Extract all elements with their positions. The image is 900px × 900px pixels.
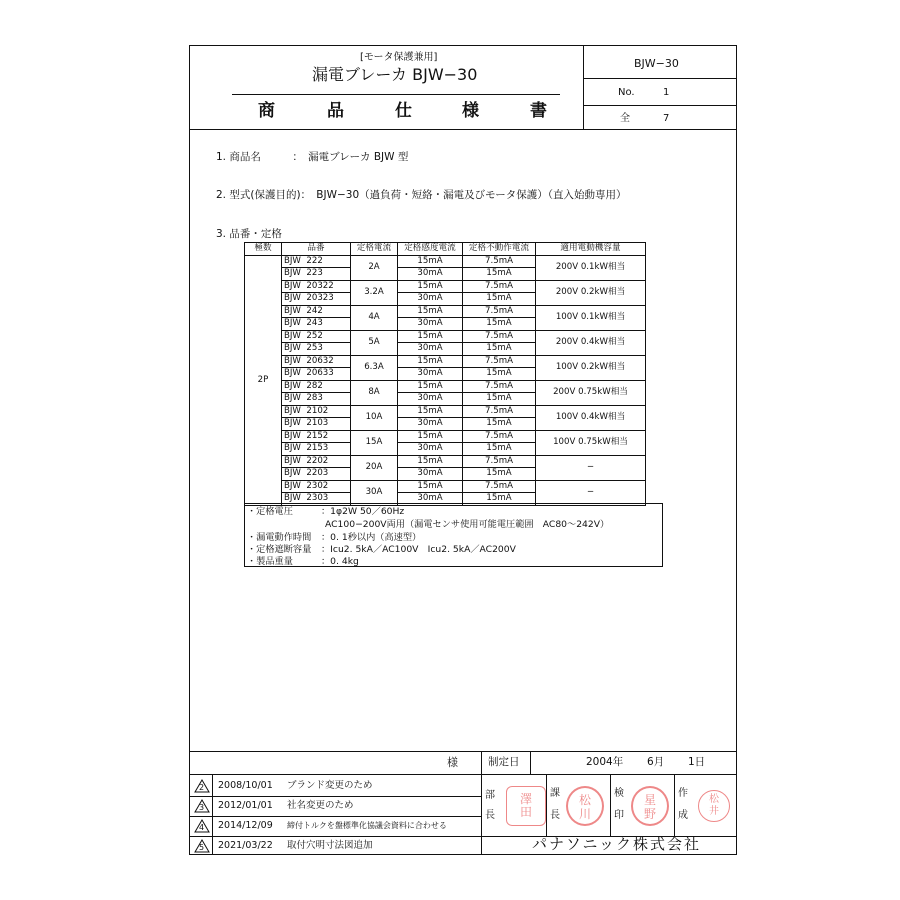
sensitivity-cell: 15mA <box>398 355 463 368</box>
approval-kenin-label-1: 検 <box>614 788 624 799</box>
non-operating-cell: 7.5mA <box>463 405 536 418</box>
footer-line-2 <box>189 774 737 775</box>
approval-bucho-label-1: 部 <box>485 790 495 801</box>
seal-stamp-sawada <box>506 786 546 826</box>
model-cell: BJW 282 <box>282 380 351 393</box>
section-3-ratings: 3. 品番・定格 <box>216 228 282 240</box>
rated-current-cell: 6.3A <box>351 355 398 380</box>
doc-code: BJW−30 <box>634 57 679 70</box>
sensitivity-cell: 15mA <box>398 430 463 443</box>
model-cell: BJW 2102 <box>282 405 351 418</box>
approval-bucho-label-2: 長 <box>485 810 495 821</box>
revision-number: 2 <box>199 783 205 792</box>
sensitivity-cell: 30mA <box>398 468 463 481</box>
seal-stamp-text: 星 <box>643 793 656 807</box>
sensitivity-cell: 15mA <box>398 330 463 343</box>
seal-stamp-matsui <box>698 790 730 822</box>
model-cell: BJW 20633 <box>282 368 351 381</box>
sensitivity-cell: 30mA <box>398 268 463 281</box>
table-row <box>245 355 646 368</box>
sensitivity-cell: 15mA <box>398 280 463 293</box>
table-row <box>245 405 646 418</box>
revision-text: ブランド変更のため <box>287 780 373 791</box>
non-operating-cell: 15mA <box>463 468 536 481</box>
model-cell: BJW 20632 <box>282 355 351 368</box>
made-date-month: 6月 <box>647 756 665 768</box>
sensitivity-cell: 30mA <box>398 293 463 306</box>
revision-text: 締付トルクを盤標準化協議会資料に合わせる <box>287 821 447 830</box>
revision-date: 2012/01/01 <box>218 800 273 811</box>
motor-capacity-cell: 200V 0.4kW相当 <box>536 330 646 355</box>
model-cell: BJW 2152 <box>282 430 351 443</box>
non-operating-cell: 7.5mA <box>463 380 536 393</box>
motor-capacity-cell: − <box>536 480 646 505</box>
table-header-row <box>245 243 646 256</box>
rated-current-cell: 5A <box>351 330 398 355</box>
sensitivity-cell: 15mA <box>398 255 463 268</box>
non-operating-cell: 15mA <box>463 368 536 381</box>
sensitivity-cell: 15mA <box>398 405 463 418</box>
made-date-day: 1日 <box>688 756 706 768</box>
seal-stamp-text: 澤 <box>519 792 532 806</box>
motor-capacity-cell: 200V 0.2kW相当 <box>536 280 646 305</box>
revision-number: 5 <box>199 843 205 852</box>
motor-capacity-cell: 200V 0.1kW相当 <box>536 255 646 280</box>
footer-top-line <box>189 751 737 752</box>
non-operating-cell: 7.5mA <box>463 455 536 468</box>
motor-capacity-cell: − <box>536 455 646 480</box>
header-model: 品番 <box>282 243 351 256</box>
sensitivity-cell: 15mA <box>398 455 463 468</box>
rated-current-cell: 8A <box>351 380 398 405</box>
non-operating-cell: 7.5mA <box>463 330 536 343</box>
rated-current-cell: 20A <box>351 455 398 480</box>
ratings-table <box>244 242 646 506</box>
note-time-value: ：0. 1秒以内（高速型） <box>321 532 422 543</box>
non-operating-cell: 7.5mA <box>463 355 536 368</box>
model-cell: BJW 283 <box>282 393 351 406</box>
seal-stamp-text: 川 <box>578 807 591 821</box>
header-right-line-2 <box>583 105 737 106</box>
revision-date: 2008/10/01 <box>218 780 273 791</box>
header-right-line-1 <box>583 78 737 79</box>
model-cell: BJW 222 <box>282 255 351 268</box>
made-date-label: 制定日 <box>488 756 520 768</box>
table-row <box>245 280 646 293</box>
table-row <box>245 480 646 493</box>
sensitivity-cell: 30mA <box>398 443 463 456</box>
rated-current-cell: 4A <box>351 305 398 330</box>
seal-stamp-matsukawa <box>566 786 604 826</box>
section-2-model: 2. 型式(保護目的)： BJW−30（過負荷・短絡・漏電及びモータ保護）（直入始動専用） <box>216 189 627 201</box>
sama-label: 様 <box>447 756 458 769</box>
revision-date: 2021/03/22 <box>218 840 273 851</box>
table-row <box>245 330 646 343</box>
model-cell: BJW 243 <box>282 318 351 331</box>
footer-date-divider <box>530 751 531 774</box>
non-operating-cell: 15mA <box>463 293 536 306</box>
header-poles: 極数 <box>245 243 282 256</box>
sensitivity-cell: 30mA <box>398 493 463 506</box>
non-operating-cell: 15mA <box>463 268 536 281</box>
header-motor-capacity: 適用電動機容量 <box>536 243 646 256</box>
model-cell: BJW 242 <box>282 305 351 318</box>
note-weight-label: ・製品重量 <box>247 556 293 567</box>
made-date-year: 2004年 <box>586 756 624 768</box>
model-cell: BJW 2302 <box>282 480 351 493</box>
header-bottom-line <box>189 129 737 130</box>
seal-stamp-text: 野 <box>643 807 656 821</box>
footer-approval-divider-2 <box>610 774 611 836</box>
non-operating-cell: 7.5mA <box>463 480 536 493</box>
seal-stamp-text: 田 <box>519 805 532 819</box>
note-voltage-value: ：1φ2W 50／60Hz <box>321 506 405 517</box>
non-operating-cell: 15mA <box>463 493 536 506</box>
note-voltage-label: ・定格電圧 <box>247 506 293 517</box>
footer-rev-line-2 <box>189 816 481 817</box>
seal-stamp-text: 松 <box>578 793 591 807</box>
revision-number: 3 <box>199 803 205 812</box>
page-total-label: 全 <box>620 113 630 124</box>
seal-stamp-text: 井 <box>709 806 719 817</box>
note-weight-value: ：0. 4kg <box>321 556 359 567</box>
page-no-label: No. <box>618 87 635 98</box>
sensitivity-cell: 15mA <box>398 380 463 393</box>
header-non-operating: 定格不動作電流 <box>463 243 536 256</box>
doc-title-char-5: 書 <box>530 101 547 121</box>
non-operating-cell: 7.5mA <box>463 280 536 293</box>
doc-title-char-1: 商 <box>258 101 275 121</box>
doc-title-char-2: 品 <box>327 101 344 121</box>
product-title: 漏電ブレーカ BJW−30 <box>312 65 478 84</box>
revision-date: 2014/12/09 <box>218 820 273 831</box>
note-voltage-range: AC100−200V両用（漏電センサ使用可能電圧範囲 AC80〜242V） <box>325 519 610 530</box>
model-cell: BJW 253 <box>282 343 351 356</box>
table-row <box>245 305 646 318</box>
sensitivity-cell: 30mA <box>398 368 463 381</box>
poles-cell: 2P <box>245 255 282 505</box>
non-operating-cell: 7.5mA <box>463 255 536 268</box>
motor-capacity-cell: 200V 0.75kW相当 <box>536 380 646 405</box>
model-cell: BJW 252 <box>282 330 351 343</box>
seal-stamp-hoshino <box>631 786 669 826</box>
table-row <box>245 380 646 393</box>
title-underline <box>232 94 560 95</box>
non-operating-cell: 7.5mA <box>463 430 536 443</box>
non-operating-cell: 15mA <box>463 318 536 331</box>
table-row <box>245 255 646 268</box>
note-breaking-label: ・定格遮断容量 <box>247 544 312 555</box>
section-1-product-name: 1. 商品名 ： 漏電ブレーカ BJW 型 <box>216 151 409 163</box>
approval-kenin-label-2: 印 <box>614 810 624 821</box>
approval-kacho-label-1: 課 <box>550 788 560 799</box>
rated-current-cell: 15A <box>351 430 398 455</box>
model-cell: BJW 20322 <box>282 280 351 293</box>
revision-text: 社名変更のため <box>287 800 354 811</box>
model-cell: BJW 2203 <box>282 468 351 481</box>
model-cell: BJW 2153 <box>282 443 351 456</box>
approval-sakusei-label-2: 成 <box>678 810 688 821</box>
footer-divider <box>481 751 482 855</box>
table-row <box>245 430 646 443</box>
motor-capacity-cell: 100V 0.4kW相当 <box>536 405 646 430</box>
revision-number: 4 <box>199 823 205 832</box>
header-divider <box>583 45 584 129</box>
sensitivity-cell: 30mA <box>398 343 463 356</box>
model-cell: BJW 2103 <box>282 418 351 431</box>
non-operating-cell: 15mA <box>463 393 536 406</box>
specification-notes <box>244 503 663 567</box>
footer-approval-divider-1 <box>546 774 547 836</box>
motor-capacity-cell: 100V 0.1kW相当 <box>536 305 646 330</box>
approval-sakusei-label-1: 作 <box>678 788 688 799</box>
sensitivity-cell: 30mA <box>398 418 463 431</box>
model-cell: BJW 223 <box>282 268 351 281</box>
rated-current-cell: 2A <box>351 255 398 280</box>
doc-title-char-4: 様 <box>462 101 479 121</box>
header-rated-current: 定格電流 <box>351 243 398 256</box>
non-operating-cell: 15mA <box>463 443 536 456</box>
approval-kacho-label-2: 長 <box>550 810 560 821</box>
doc-title-char-3: 仕 <box>395 101 412 121</box>
sensitivity-cell: 15mA <box>398 305 463 318</box>
page-no-value: 1 <box>663 87 670 98</box>
footer-rev-line-1 <box>189 796 481 797</box>
non-operating-cell: 15mA <box>463 343 536 356</box>
model-cell: BJW 20323 <box>282 293 351 306</box>
header-sensitivity: 定格感度電流 <box>398 243 463 256</box>
motor-capacity-cell: 100V 0.2kW相当 <box>536 355 646 380</box>
note-time-label: ・漏電動作時間 <box>247 532 312 543</box>
sensitivity-cell: 15mA <box>398 480 463 493</box>
rated-current-cell: 3.2A <box>351 280 398 305</box>
footer-rev-number-divider <box>212 774 213 855</box>
company-name: パナソニック株式会社 <box>532 835 701 853</box>
note-breaking-value: ：Icu2. 5kA／AC100V Icu2. 5kA／AC200V <box>321 544 516 555</box>
model-cell: BJW 2202 <box>282 455 351 468</box>
rated-current-cell: 30A <box>351 480 398 505</box>
page-total-value: 7 <box>663 113 670 124</box>
table-row <box>245 455 646 468</box>
non-operating-cell: 7.5mA <box>463 305 536 318</box>
non-operating-cell: 15mA <box>463 418 536 431</box>
seal-stamp-text: 松 <box>709 794 719 805</box>
rated-current-cell: 10A <box>351 405 398 430</box>
model-cell: BJW 2303 <box>282 493 351 506</box>
header-subtitle: [モータ保護兼用] <box>360 52 438 63</box>
footer-approval-divider-3 <box>674 774 675 836</box>
revision-text: 取付穴明寸法図追加 <box>287 840 373 851</box>
sensitivity-cell: 30mA <box>398 393 463 406</box>
motor-capacity-cell: 100V 0.75kW相当 <box>536 430 646 455</box>
sensitivity-cell: 30mA <box>398 318 463 331</box>
